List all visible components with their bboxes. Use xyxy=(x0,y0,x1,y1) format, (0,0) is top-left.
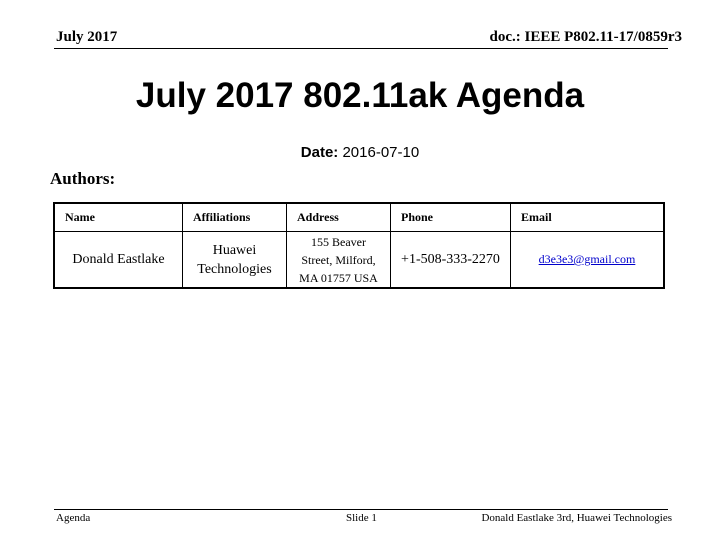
address-line: Street, Milford, xyxy=(301,252,376,267)
author-affiliation xyxy=(183,232,287,289)
slide-number: Slide 1 xyxy=(346,512,377,524)
table-header-row xyxy=(54,203,664,232)
author-phone: +1-508-333-2270 xyxy=(391,232,511,289)
footer-right: Donald Eastlake 3rd, Huawei Technologies xyxy=(481,512,672,524)
footer-divider xyxy=(54,509,668,510)
author-email-cell xyxy=(511,232,665,289)
address-line: MA 01757 USA xyxy=(299,270,378,285)
column-header-name: Name xyxy=(54,203,183,232)
footer-left: Agenda xyxy=(56,512,91,524)
affiliation-line: Huawei xyxy=(212,242,257,258)
authors-table xyxy=(53,202,665,289)
date-value: 2016-07-10 xyxy=(342,144,420,161)
column-header-phone: Phone xyxy=(391,203,511,232)
authors-heading: Authors: xyxy=(50,169,116,188)
date-label: Date: xyxy=(300,144,339,161)
column-header-address: Address xyxy=(287,203,391,232)
author-name: Donald Eastlake xyxy=(54,232,183,289)
address-line: 155 Beaver xyxy=(311,234,366,249)
column-header-affiliations: Affiliations xyxy=(183,203,287,232)
author-address xyxy=(287,232,391,289)
header-doc-id: doc.: IEEE P802.11-17/0859r3 xyxy=(489,29,682,45)
header-date: July 2017 xyxy=(56,29,118,45)
date-line xyxy=(0,144,720,161)
header-divider xyxy=(54,48,668,49)
email-link[interactable]: d3e3e3@gmail.com xyxy=(538,252,636,266)
affiliation-line: Technologies xyxy=(197,261,272,277)
slide-title: July 2017 802.11ak Agenda xyxy=(135,76,585,115)
table-row xyxy=(54,232,664,289)
column-header-email: Email xyxy=(511,203,665,232)
